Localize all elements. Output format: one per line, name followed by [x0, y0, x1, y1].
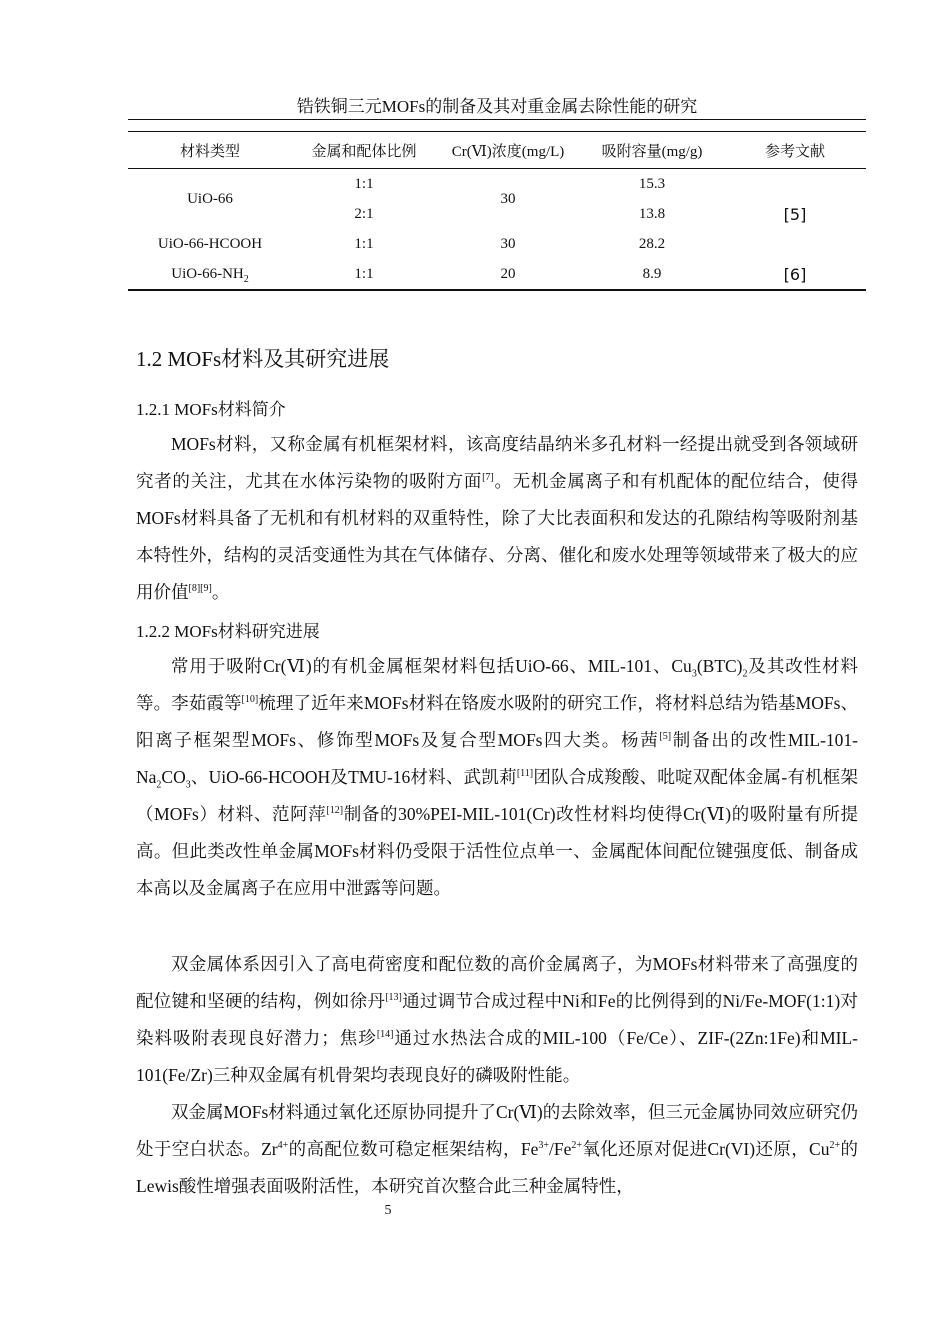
citation: [12] [326, 805, 344, 817]
subsection-heading-1: 1.2.1 MOFs材料简介 [136, 400, 286, 419]
col-header: Cr(Ⅵ)浓度(mg/L) [436, 132, 580, 169]
citation: [10] [241, 694, 259, 706]
cell-material: UiO-66 [187, 190, 233, 207]
col-header: 材料类型 [128, 132, 292, 169]
cell-material: UiO-66-HCOOH [157, 235, 263, 252]
cell-capacity: 8.9 [580, 259, 724, 290]
cell-ref: [6] [724, 259, 866, 290]
cell-ratio: 1:1 [354, 235, 374, 252]
col-header: 吸附容量(mg/g) [580, 132, 724, 169]
citation: [13] [385, 992, 402, 1004]
col-header: 金属和配体比例 [292, 132, 436, 169]
page-number: 5 [384, 1203, 392, 1218]
table-row [128, 259, 866, 290]
cell-material [128, 259, 292, 290]
cell-ratio: 1:1 [354, 175, 374, 192]
col-header: 参考文献 [724, 132, 866, 169]
subscript: 2 [243, 273, 249, 285]
cell-conc: 20 [436, 259, 580, 290]
section-heading: 1.2 MOFs材料及其研究进展 [136, 347, 390, 371]
cell-ratio: 2:1 [354, 205, 374, 222]
paragraph-2: 常用于吸附Cr(Ⅵ)的有机金属框架材料包括UiO-66、MIL-101、$Cu_3(BTC)_2$及其改性材料等。李茹霞等[10]梳理了近年来MOFs材料在铬废水吸附的研究工作，将材料总结为锆基MOFs、阳离子框架型MOFs、修饰型MOFs及复合型MOFs四大类。杨茜[5]制备出的改性MIL-$101-Na_2CO_3$、UiO-66-HCOOH及TMU-16材料、武凯莉[11]团队合成羧酸、吡啶双配体金属-有机框架（MOFs）材料、范阿萍[12]制备的30%PEI-MIL-101(Cr)改性材料均使得Cr(Ⅵ)的吸附量有所提高。但此类改性单金属MOFs材料仍受限于活性位点单一、金属配体间配位键强度低、制备成本高以及金属离子在应用中泄露等问题。 [136, 656, 859, 898]
citation: [14] [376, 1029, 394, 1041]
cell-conc: 30 [500, 190, 516, 207]
paragraph-3: 双金属体系因引入了高电荷密度和配位数的高价金属离子，为MOFs材料带来了高强度的配位键和坚硬的结构，例如徐丹[13]通过调节合成过程中Ni和Fe的比例得到的Ni/Fe-MOF(1:1)对染料吸附表现良好潜力；焦珍[14]通过水热法合成的MIL-100（Fe/Ce）、ZIF-(2Zn:1Fe)和MIL-101(Fe/Zr)三种双金属有机骨架均表现良好的磷吸附性能。 [136, 954, 859, 1085]
cell-capacity: 15.3 [638, 175, 666, 192]
header-rule [128, 119, 866, 120]
cell-capacity: 28.2 [638, 235, 666, 252]
adsorption-table [128, 132, 866, 291]
citation: [5] [659, 731, 672, 743]
table-header-row [128, 132, 866, 169]
cell-ref: [5] [783, 204, 807, 224]
citation: [11] [516, 768, 534, 780]
running-header: 锆铁铜三元MOFs的制备及其对重金属去除性能的研究 [296, 97, 698, 116]
material-text: UiO-66-NH [171, 265, 244, 282]
cell-conc: 30 [500, 235, 516, 252]
paragraph-1: MOFs材料，又称金属有机框架材料，该高度结晶纳米多孔材料一经提出就受到各领域研究者的关注，尤其在水体污染物的吸附方面[7]。无机金属离子和有机配体的配位结合，使得MOFs材料具备了无机和有机材料的双重特性，除了大比表面积和发达的孔隙结构等吸附剂基本特性外，结构的灵活变通性为其在气体储存、分离、催化和废水处理等领域带来了极大的应用价值[8][9]。 [136, 434, 859, 602]
table-row [128, 169, 866, 200]
subsection-heading-2: 1.2.2 MOFs材料研究进展 [136, 622, 320, 641]
citation: [7] [482, 472, 494, 484]
cell-capacity: 13.8 [638, 205, 666, 222]
cell-ratio: 1:1 [292, 259, 436, 290]
paragraph-4: 双金属MOFs材料通过氧化还原协同提升了Cr(Ⅵ)的去除效率，但三元金属协同效应研究仍处于空白状态。$Zr^{4+}$的高配位数可稳定框架结构，$Fe^{3+}/Fe^{2+}$氧化还原对促进Cr(VI)还原，$Cu^{2+}$的Lewis酸性增强表面吸附活性，本研究首次整合此三种金属特性， [136, 1102, 858, 1196]
citation: [8][9] [188, 583, 212, 595]
